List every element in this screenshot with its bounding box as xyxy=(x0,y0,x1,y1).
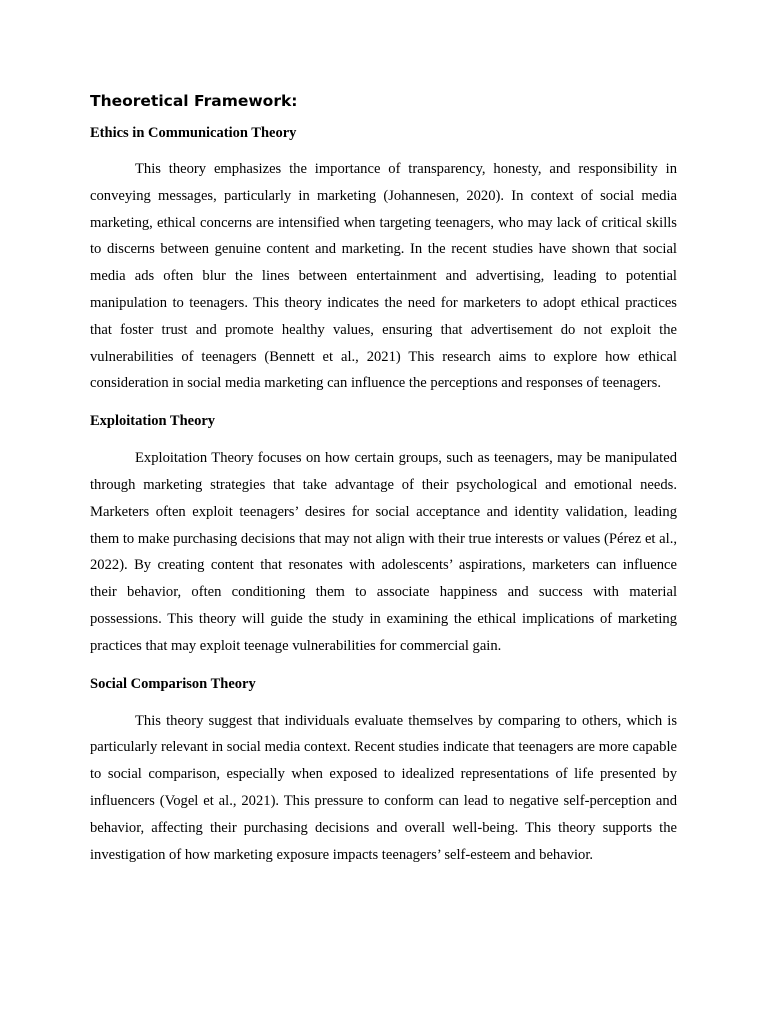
document-page xyxy=(90,88,677,868)
paragraph-social-comparison: This theory suggest that individuals evaluate themselves by comparing to others, which is particularly relevant in social media context. Recent studies indicate that teenagers are more capable to social comparison, especially when exposed to idealized representations of life presented by influencers (Vogel et al., 2021). This pressure to conform can lead to negative self-perception and behavior, affecting their purchasing decisions and overall well-being. This theory supports the investigation of how marketing exposure impacts teenagers’ self-esteem and behavior. xyxy=(90,712,677,863)
section-heading-exploitation: Exploitation Theory xyxy=(90,413,216,430)
page-title: Theoretical Framework: xyxy=(90,92,298,110)
section-heading-ethics: Ethics in Communication Theory xyxy=(90,125,297,141)
paragraph-ethics: This theory emphasizes the importance of transparency, honesty, and responsibility in conveying messages, particularly in marketing (Johannesen, 2020). In context of social media marketing, ethical concerns are intensified when targeting teenagers, who may lack of critical skills to discerns between genuine content and marketing. In the recent studies have shown that social media ads often blur the lines between entertainment and advertising, leading to potential manipulation to teenagers. This theory indicates the need for marketers to adopt ethical practices that foster trust and promote healthy values, ensuring that advertisement do not exploit the vulnerabilities of teenagers (Bennett et al., 2021) This research aims to explore how ethical consideration in social media marketing can influence the perceptions and responses of teenagers. xyxy=(90,161,677,392)
paragraph-exploitation: Exploitation Theory focuses on how certain groups, such as teenagers, may be manipulated through marketing strategies that take advantage of their psychological and emotional needs. Marketers often exploit teenagers’ desires for social acceptance and identity validation, leading them to make purchasing decisions that may not align with their true interests or values (Pérez et al., 2022). By creating content that resonates with adolescents’ aspirations, marketers can influence their behavior, often conditioning them to associate happiness and success with material possessions. This theory will guide the study in examining the ethical implications of marketing practices that may exploit teenage vulnerabilities for commercial gain. xyxy=(90,450,677,654)
section-heading-social-comparison: Social Comparison Theory xyxy=(90,675,256,692)
